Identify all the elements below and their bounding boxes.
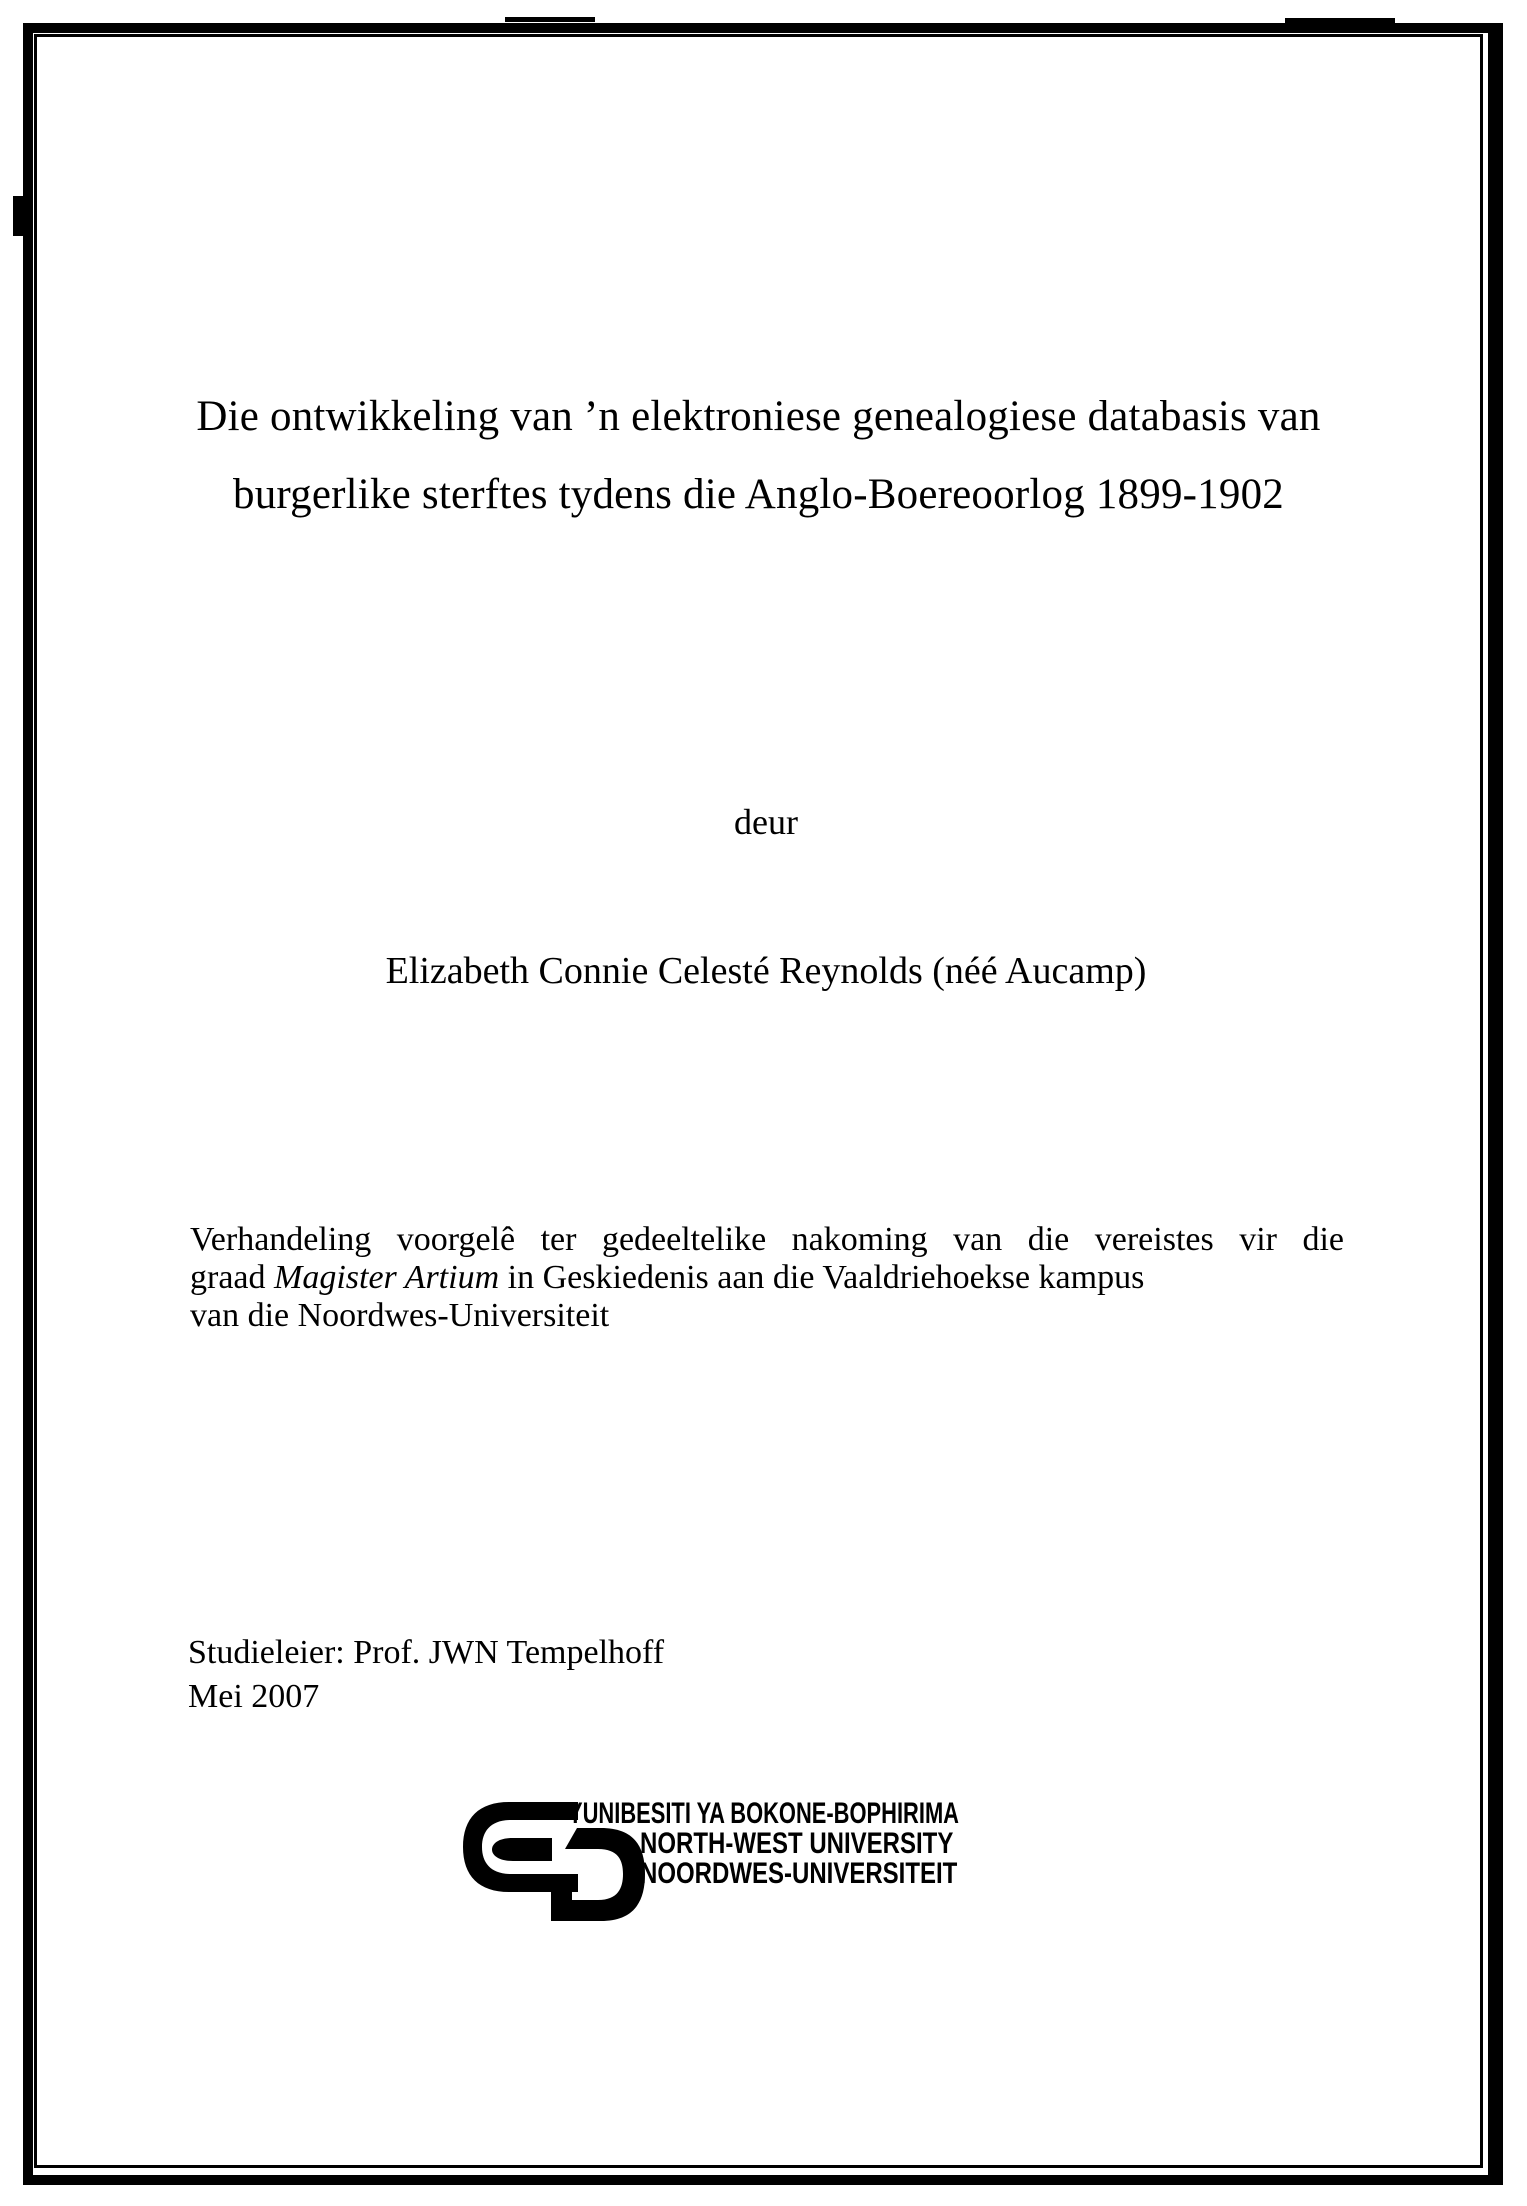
degree-statement-line2 bbox=[190, 1259, 1344, 1297]
thesis-title bbox=[45, 378, 1472, 534]
degree-name-italic: Magister Artium bbox=[274, 1259, 500, 1296]
logo-line-english: NORTH-WEST UNIVERSITY bbox=[640, 1827, 954, 1860]
supervisor-line: Studieleier: Prof. JWN Tempelhoff bbox=[188, 1634, 665, 1671]
scan-artifact bbox=[505, 17, 595, 22]
scan-artifact bbox=[1285, 18, 1395, 23]
thesis-title-line1: Die ontwikkeling van ’n elektroniese genealogiese databasis van bbox=[196, 393, 1321, 440]
logo-line-afrikaans: NOORDWES-UNIVERSITEIT bbox=[640, 1857, 958, 1890]
degree-statement-line1: Verhandeling voorgelê ter gedeeltelike nakoming van die vereistes vir die bbox=[190, 1221, 1344, 1258]
byline-preposition: deur bbox=[734, 802, 798, 842]
supervisor-block bbox=[188, 1631, 664, 1719]
degree-statement-line2-pre: graad bbox=[190, 1259, 275, 1296]
university-logo bbox=[455, 1788, 1155, 1948]
degree-statement bbox=[190, 1221, 1344, 1335]
scan-artifact bbox=[13, 196, 27, 236]
date-line: Mei 2007 bbox=[188, 1678, 320, 1715]
degree-statement-line3: van die Noordwes-Universiteit bbox=[190, 1297, 610, 1334]
author-name: Elizabeth Connie Celesté Reynolds (néé Aucamp) bbox=[385, 950, 1147, 992]
university-logo-text bbox=[568, 1799, 1104, 1889]
degree-statement-line2-post: in Geskiedenis aan die Vaaldriehoekse kampus bbox=[499, 1259, 1145, 1296]
thesis-title-line2: burgerlike sterftes tydens die Anglo-Boereoorlog 1899-1902 bbox=[233, 471, 1284, 518]
logo-line-setswana: YUNIBESITI YA BOKONE-BOPHIRIMA bbox=[568, 1797, 960, 1830]
